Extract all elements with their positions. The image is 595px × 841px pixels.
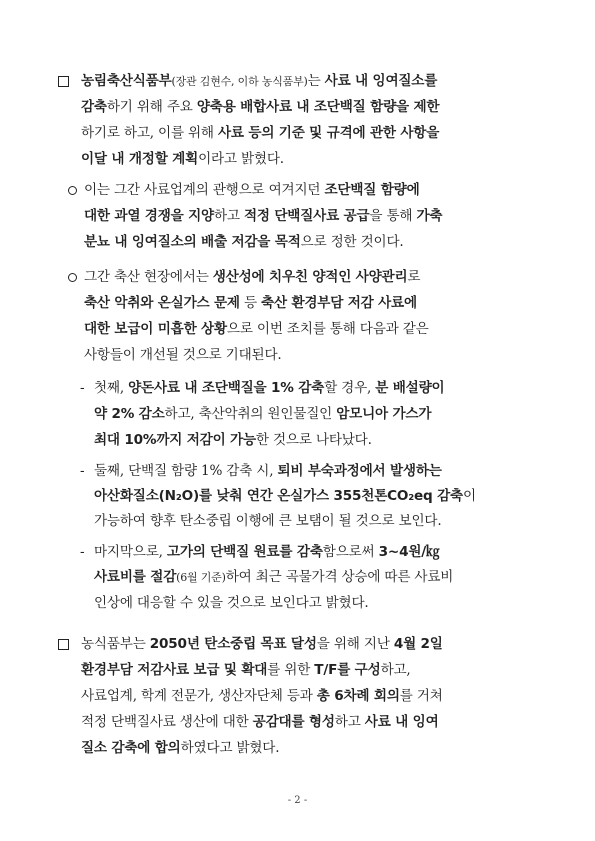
paragraph-line: 환경부담 저감사료 보급 및 확대를 위한 T/F를 구성하고, <box>81 662 411 678</box>
paragraph-line: 사료업계, 학계 전문가, 생산자단체 등과 총 6차례 회의를 거쳐 <box>81 688 443 704</box>
paragraph-line: 이는 그간 사료업계의 관행으로 여겨지던 조단백질 함량에 <box>84 182 420 198</box>
paragraph-line: 인상에 대응할 수 있을 것으로 보인다고 밝혔다. <box>94 595 369 611</box>
circle-bullet-icon <box>68 273 77 282</box>
paragraph-line: 이달 내 개정할 계획이라고 밝혔다. <box>81 151 284 167</box>
paragraph-line: 최대 10%까지 저감이 가능한 것으로 나타났다. <box>94 432 372 448</box>
dash-bullet: - <box>80 380 85 396</box>
paragraph-line: 대한 보급이 미흡한 상황으로 이번 조치를 통해 다음과 같은 <box>84 321 429 337</box>
paragraph-line: 마지막으로, 고가의 단백질 원료를 감축함으로써 3~4원/㎏ <box>94 544 440 560</box>
paragraph-line: 약 2% 감소하고, 축산악취의 원인물질인 암모니아 가스가 <box>94 406 432 422</box>
dash-bullet: - <box>80 463 85 479</box>
square-bullet-icon <box>58 76 69 87</box>
paragraph-line: 아산화질소(N₂O)를 낮춰 연간 온실가스 355천톤CO₂eq 감축이 <box>94 488 476 504</box>
square-bullet-icon <box>58 639 69 650</box>
paragraph-line: 축산 악취와 온실가스 문제 등 축산 환경부담 저감 사료에 <box>84 295 417 311</box>
page-number: - 2 - <box>287 795 308 806</box>
paragraph-line: 대한 과열 경쟁을 지양하고 적정 단백질사료 공급을 통해 가축 <box>84 208 443 224</box>
paragraph-line: 첫째, 양돈사료 내 조단백질을 1% 감축할 경우, 분 배설량이 <box>94 380 445 396</box>
paragraph-line: 하기로 하고, 이를 위해 사료 등의 기준 및 규격에 관한 사항을 <box>81 125 440 141</box>
paragraph-line: 사항들이 개선될 것으로 기대된다. <box>84 347 282 363</box>
paragraph-line: 질소 감축에 합의하였다고 밝혔다. <box>81 740 280 756</box>
dash-bullet: - <box>80 544 85 560</box>
paragraph-line: 감축하기 위해 주요 양축용 배합사료 내 조단백질 함량을 제한 <box>81 99 440 115</box>
paragraph-line: 그간 축산 현장에서는 생산성에 치우친 양적인 사양관리로 <box>84 269 421 285</box>
paragraph-line: 적정 단백질사료 생산에 대한 공감대를 형성하고 사료 내 잉여 <box>81 714 439 730</box>
paragraph-line: 둘째, 단백질 함량 1% 감축 시, 퇴비 부숙과정에서 발생하는 <box>94 463 442 479</box>
paragraph-line: 분뇨 내 잉여질소의 배출 저감을 목적으로 정한 것이다. <box>84 234 404 250</box>
circle-bullet-icon <box>68 186 77 195</box>
paragraph-line: 농식품부는 2050년 탄소중립 목표 달성을 위해 지난 4월 2일 <box>81 636 443 652</box>
paragraph-line: 가능하여 향후 탄소중립 이행에 큰 보탬이 될 것으로 보인다. <box>94 513 442 529</box>
paragraph-line: 농림축산식품부(장관 김현수, 이하 농식품부)는 사료 내 잉여질소를 <box>81 73 438 89</box>
paragraph-line: 사료비를 절감(6월 기준)하여 최근 곡물가격 상승에 따른 사료비 <box>94 569 454 585</box>
